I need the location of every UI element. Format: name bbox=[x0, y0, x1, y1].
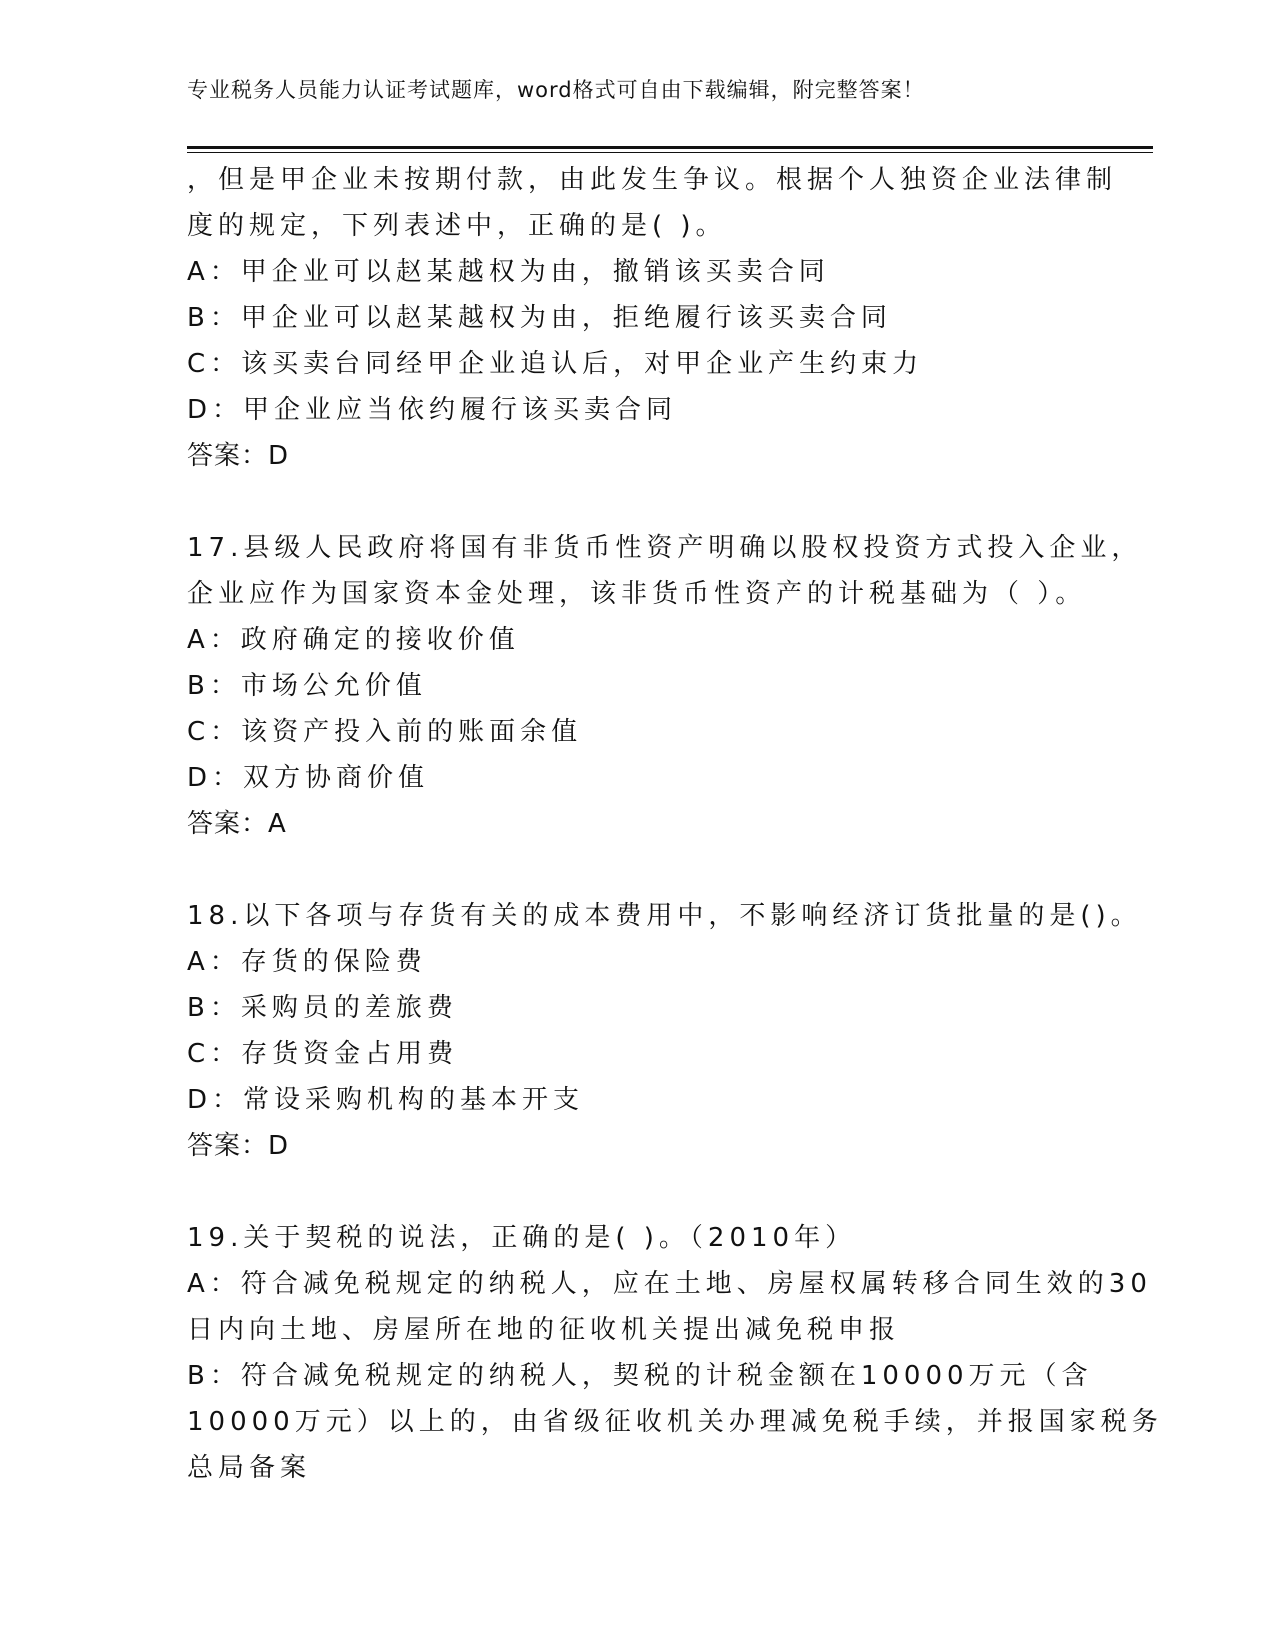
block-spacer bbox=[187, 1169, 1087, 1215]
question-text: 19.关于契税的说法，正确的是( )。（2010年） bbox=[187, 1223, 857, 1253]
question-text: 17.县级人民政府将国有非货币性资产明确以股权投资方式投入企业， bbox=[187, 533, 1143, 563]
question-block bbox=[187, 157, 1118, 479]
question-block bbox=[187, 1215, 1163, 1491]
question-text: 企业应作为国家资本金处理，该非货币性资产的计税基础为（ ）。 bbox=[187, 579, 1087, 609]
question-text: 度的规定，下列表述中，正确的是( )。 bbox=[187, 211, 727, 241]
answer: 答案：A bbox=[187, 809, 287, 839]
question-text: 18.以下各项与存货有关的成本费用中，不影响经济订货批量的是()。 bbox=[187, 901, 1142, 931]
block-spacer bbox=[187, 479, 1087, 525]
option-a: A：政府确定的接收价值 bbox=[187, 625, 520, 655]
block-spacer bbox=[187, 847, 1087, 893]
option-b: B：甲企业可以赵某越权为由，拒绝履行该买卖合同 bbox=[187, 303, 892, 333]
answer: 答案：D bbox=[187, 1131, 290, 1161]
option-b: B：市场公允价值 bbox=[187, 671, 427, 701]
option-a: A：符合减免税规定的纳税人，应在土地、房屋权属转移合同生效的30 bbox=[187, 1269, 1152, 1299]
option-c: C：存货资金占用费 bbox=[187, 1039, 459, 1069]
option-c: C：该买卖台同经甲企业追认后，对甲企业产生约束力 bbox=[187, 349, 924, 379]
option-d: D：双方协商价值 bbox=[187, 763, 430, 793]
option-d: D：甲企业应当依约履行该买卖合同 bbox=[187, 395, 678, 425]
option-b: B：符合减免税规定的纳税人，契税的计税金额在10000万元（含 bbox=[187, 1361, 1093, 1391]
question-block bbox=[187, 893, 1142, 1169]
document-body bbox=[187, 157, 1163, 1491]
question-text: ，但是甲企业未按期付款，由此发生争议。根据个人独资企业法律制 bbox=[187, 165, 1118, 195]
option-a: 日内向土地、房屋所在地的征收机关提出减免税申报 bbox=[187, 1315, 901, 1345]
option-b: 总局备案 bbox=[187, 1453, 312, 1483]
option-b: B：采购员的差旅费 bbox=[187, 993, 458, 1023]
option-b: 10000万元）以上的，由省级征收机关办理减免税手续，并报国家税务 bbox=[187, 1407, 1163, 1437]
header-rule-thick bbox=[187, 146, 1153, 149]
question-block bbox=[187, 525, 1143, 847]
page-header: 专业税务人员能力认证考试题库，word格式可自由下载编辑，附完整答案！ bbox=[187, 78, 925, 102]
option-c: C：该资产投入前的账面余值 bbox=[187, 717, 583, 747]
header-rule-thin bbox=[187, 152, 1153, 153]
answer: 答案：D bbox=[187, 441, 290, 471]
option-a: A：甲企业可以赵某越权为由，撤销该买卖合同 bbox=[187, 257, 830, 287]
option-a: A：存货的保险费 bbox=[187, 947, 427, 977]
option-d: D：常设采购机构的基本开支 bbox=[187, 1085, 585, 1115]
